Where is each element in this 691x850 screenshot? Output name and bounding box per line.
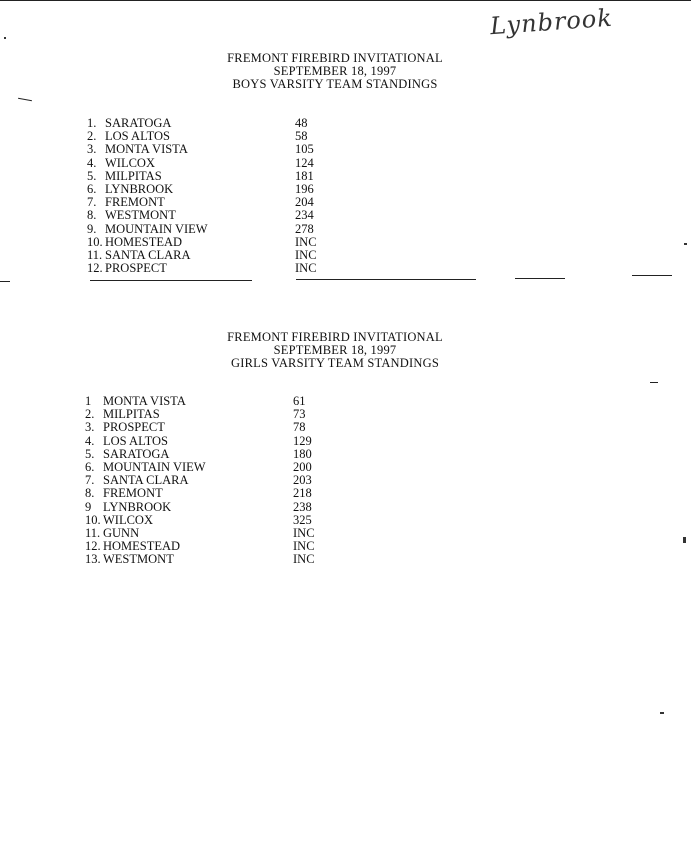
standings-row xyxy=(87,262,347,275)
rank-number: 4. xyxy=(87,155,97,170)
underline-rule xyxy=(632,275,672,276)
team-name: FREMONT xyxy=(105,195,165,210)
scan-speck xyxy=(660,712,664,714)
team-score: INC xyxy=(295,247,317,262)
rank-number: 2. xyxy=(87,129,97,144)
boys-event-title: FREMONT FIREBIRD INVITATIONAL xyxy=(227,51,443,65)
team-score: 61 xyxy=(293,394,306,408)
team-score: 204 xyxy=(295,195,314,210)
team-score: 58 xyxy=(295,129,308,144)
team-name: LYNBROOK xyxy=(105,181,174,196)
standings-row xyxy=(87,209,347,222)
rank-number: 10. xyxy=(85,512,101,527)
team-name: MOUNTAIN VIEW xyxy=(103,459,206,474)
team-name: GUNN xyxy=(103,525,140,540)
margin-mark xyxy=(650,382,658,383)
rank-number: 11. xyxy=(85,525,101,540)
team-score: 181 xyxy=(295,168,314,183)
girls-event-date: SEPTEMBER 18, 1997 xyxy=(273,343,397,357)
rank-number: 6. xyxy=(85,459,95,474)
scan-speck xyxy=(683,537,686,543)
rank-number: 5. xyxy=(85,446,95,461)
team-name: PROSPECT xyxy=(103,420,165,435)
scan-speck xyxy=(4,37,6,39)
rank-number: 7. xyxy=(85,473,95,488)
team-name: SANTA CLARA xyxy=(105,247,191,262)
team-name: MONTA VISTA xyxy=(103,394,186,408)
team-score: 200 xyxy=(293,459,312,474)
standings-row xyxy=(87,223,347,236)
team-score: 218 xyxy=(293,486,312,501)
underline-rule xyxy=(296,279,476,280)
team-name: PROSPECT xyxy=(105,261,167,276)
rank-number: 5. xyxy=(87,168,97,183)
rank-number: 13. xyxy=(85,552,101,567)
standings-row xyxy=(85,421,345,434)
team-score: 124 xyxy=(295,155,314,170)
rank-number: 2. xyxy=(85,407,95,422)
team-score: INC xyxy=(293,539,315,554)
rank-number: 6. xyxy=(87,181,97,196)
team-score: 180 xyxy=(293,446,312,461)
team-score: 78 xyxy=(293,420,306,435)
rank-number: 12. xyxy=(85,539,101,554)
team-score: 238 xyxy=(293,499,312,514)
margin-mark xyxy=(0,281,10,282)
team-name: WILCOX xyxy=(105,155,155,170)
standings-row xyxy=(87,170,347,183)
team-score: 48 xyxy=(295,116,308,130)
team-score: INC xyxy=(293,525,315,540)
page-top-border xyxy=(0,0,691,1)
standings-row xyxy=(85,514,345,527)
handwritten-note: Lynbrook xyxy=(489,3,614,41)
team-score: INC xyxy=(295,261,317,276)
standings-row xyxy=(87,157,347,170)
margin-mark xyxy=(18,98,32,101)
rank-number: 7. xyxy=(87,195,97,210)
team-score: 129 xyxy=(293,433,312,448)
rank-number: 1 xyxy=(85,394,92,408)
boys-division-title: BOYS VARSITY TEAM STANDINGS xyxy=(232,77,438,91)
team-name: FREMONT xyxy=(103,486,163,501)
girls-standings-table xyxy=(85,395,345,566)
underline-rule xyxy=(515,278,565,279)
team-score: 325 xyxy=(293,512,312,527)
standings-row xyxy=(87,236,347,249)
team-score: INC xyxy=(295,234,317,249)
team-name: MILPITAS xyxy=(103,407,160,422)
standings-row xyxy=(85,448,345,461)
team-name: WESTMONT xyxy=(103,552,174,567)
standings-row xyxy=(85,553,345,566)
rank-number: 4. xyxy=(85,433,95,448)
team-name: LOS ALTOS xyxy=(103,433,168,448)
team-name: MOUNTAIN VIEW xyxy=(105,221,208,236)
team-name: SARATOGA xyxy=(105,116,172,130)
team-name: LOS ALTOS xyxy=(105,129,170,144)
girls-division-title: GIRLS VARSITY TEAM STANDINGS xyxy=(231,356,439,370)
rank-number: 11. xyxy=(87,247,103,262)
team-name: SANTA CLARA xyxy=(103,473,189,488)
team-score: 105 xyxy=(295,142,314,157)
boys-header xyxy=(180,52,490,91)
rank-number: 9. xyxy=(87,221,97,236)
standings-row xyxy=(85,501,345,514)
rank-number: 1. xyxy=(87,116,97,130)
team-name: WESTMONT xyxy=(105,208,176,223)
standings-row xyxy=(85,435,345,448)
team-score: 234 xyxy=(295,208,314,223)
team-score: INC xyxy=(293,552,315,567)
scan-speck xyxy=(684,243,687,245)
team-name: HOMESTEAD xyxy=(103,539,181,554)
girls-header xyxy=(180,331,490,370)
team-name: MILPITAS xyxy=(105,168,162,183)
underline-rule xyxy=(90,280,252,281)
rank-number: 8. xyxy=(87,208,97,223)
team-score: 278 xyxy=(295,221,314,236)
team-name: HOMESTEAD xyxy=(105,234,183,249)
team-name: MONTA VISTA xyxy=(105,142,188,157)
rank-number: 8. xyxy=(85,486,95,501)
rank-number: 3. xyxy=(85,420,95,435)
team-name: SARATOGA xyxy=(103,446,170,461)
team-score: 73 xyxy=(293,407,306,422)
standings-row xyxy=(87,143,347,156)
team-name: LYNBROOK xyxy=(103,499,172,514)
boys-event-date: SEPTEMBER 18, 1997 xyxy=(273,64,397,78)
rank-number: 3. xyxy=(87,142,97,157)
rank-number: 10. xyxy=(87,234,103,249)
team-name: WILCOX xyxy=(103,512,153,527)
team-score: 203 xyxy=(293,473,312,488)
boys-standings-table xyxy=(87,117,347,275)
rank-number: 9 xyxy=(85,499,92,514)
rank-number: 12. xyxy=(87,261,103,276)
girls-event-title: FREMONT FIREBIRD INVITATIONAL xyxy=(227,330,443,344)
team-score: 196 xyxy=(295,181,314,196)
standings-row xyxy=(85,487,345,500)
